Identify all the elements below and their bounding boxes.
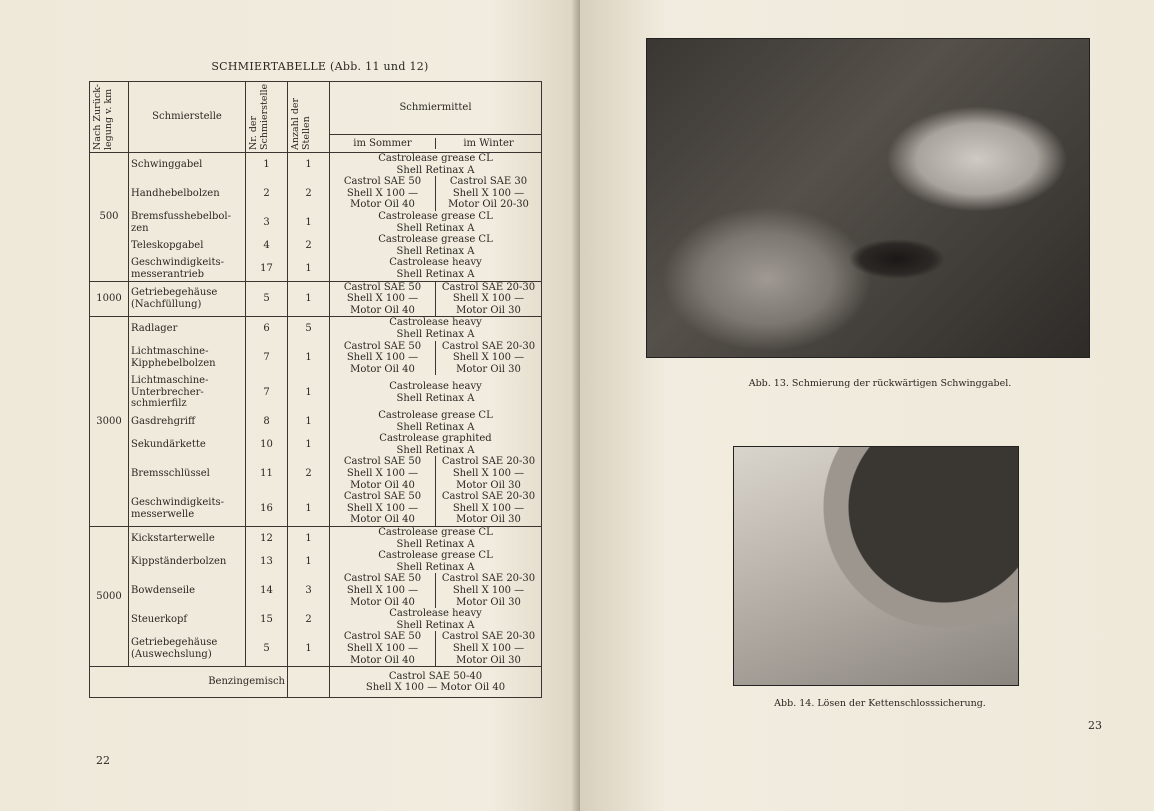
- point-number-cell: 14: [246, 573, 288, 608]
- lube-point-cell: Kickstarterwelle: [129, 527, 246, 551]
- lubricant-line: Castrol SAE 30: [449, 176, 528, 188]
- point-count-cell: 1: [288, 341, 330, 376]
- lube-point-cell: Teleskopgabel: [129, 234, 246, 257]
- table-row: [90, 573, 542, 608]
- lubricant-line: Shell X 100 —: [452, 584, 525, 596]
- lubricant-line: Motor Oil 40: [350, 654, 415, 666]
- lubricant-line: Motor Oil 40: [350, 479, 415, 491]
- lubricant-line: Motor Oil 40: [350, 304, 415, 316]
- header-winter: im Winter: [435, 138, 541, 150]
- lubricant-cell: [330, 573, 542, 608]
- lube-point-cell: Radlager: [129, 317, 246, 341]
- header-lubricant: Schmiermittel: [330, 82, 542, 135]
- lubricant-line: Castrolease grease CL: [378, 234, 493, 246]
- point-count-cell: 1: [288, 491, 330, 526]
- table-row: [90, 317, 542, 341]
- lubricant-cell: [330, 608, 542, 631]
- point-number-cell: 1: [246, 153, 288, 177]
- point-number-cell: 5: [246, 631, 288, 666]
- lubricant-cell: [330, 375, 542, 410]
- lubricant-cell: [330, 317, 542, 341]
- fuel-mix-label: Benzingemisch: [90, 667, 288, 698]
- point-count-cell: 1: [288, 433, 330, 456]
- interval-cell: 3000: [90, 317, 129, 527]
- point-number-cell: 16: [246, 491, 288, 526]
- table-row: [90, 410, 542, 433]
- lubricant-line: Shell Retinax A: [396, 392, 475, 404]
- table-row: [90, 257, 542, 281]
- lubricant-line: Shell Retinax A: [396, 268, 475, 280]
- lubricant-line: Castrolease grease CL: [378, 153, 493, 164]
- right-page: [580, 0, 1154, 811]
- lubricant-line: Shell Retinax A: [396, 444, 475, 456]
- lube-point-cell: Getriebegehäuse (Auswechslung): [129, 631, 246, 666]
- lubricant-line: Castrol SAE 20-30: [441, 340, 536, 352]
- lubricant-line: Castrol SAE 20-30: [441, 281, 536, 293]
- table-row: [90, 211, 542, 234]
- table-row: [90, 631, 542, 666]
- lubricant-cell: [330, 281, 542, 317]
- lubricant-line: Castrolease heavy: [389, 257, 482, 269]
- lubricant-cell: [330, 433, 542, 456]
- fuel-mix-row: [90, 667, 542, 698]
- point-count-cell: 3: [288, 573, 330, 608]
- point-count-cell: 2: [288, 176, 330, 211]
- lubricant-line: Shell X 100 —: [452, 468, 525, 480]
- lubricant-line: Castrolease heavy: [389, 608, 482, 620]
- lubricant-line: Shell Retinax A: [396, 421, 475, 433]
- lubricant-winter: [435, 282, 541, 317]
- lubricant-line: Shell X 100 —: [452, 642, 525, 654]
- caption-figure-13: Abb. 13. Schmierung der rückwärtigen Schwinggabel.: [748, 378, 1012, 389]
- lubricant-line: Shell X 100 —: [452, 293, 525, 305]
- lubricant-line: Motor Oil 30: [456, 304, 521, 316]
- point-count-cell: 1: [288, 631, 330, 666]
- fuel-mix-lubricant: [330, 667, 542, 698]
- table-row: [90, 153, 542, 177]
- lubricant-line: Motor Oil 30: [456, 479, 521, 491]
- table-row: [90, 341, 542, 376]
- table-row: [90, 456, 542, 491]
- lubricant-line: Motor Oil 40: [350, 596, 415, 608]
- point-number-cell: 17: [246, 257, 288, 281]
- lubricant-cell: [330, 631, 542, 666]
- lubricant-line: Castrol SAE 50: [343, 573, 422, 585]
- lubricant-line: Shell Retinax A: [396, 222, 475, 234]
- lubricant-line: Shell X 100 —: [452, 502, 525, 514]
- lubricant-cell: [330, 550, 542, 573]
- lubricant-line: Shell X 100 —: [346, 468, 419, 480]
- lubricant-line: Shell X 100 —: [346, 642, 419, 654]
- lubricant-cell: [330, 176, 542, 211]
- interval-cell: 500: [90, 153, 129, 282]
- lubricant-winter: [435, 491, 541, 526]
- lubricant-line: Shell Retinax A: [396, 561, 475, 573]
- table-row: [90, 375, 542, 410]
- lubricant-line: Shell Retinax A: [396, 245, 475, 257]
- lubricant-line: Shell X 100 —: [452, 352, 525, 364]
- lubricant-line: Motor Oil 30: [456, 654, 521, 666]
- header-interval: Nach Zurück-legung v. km: [90, 82, 129, 153]
- lubricant-line: Castrol SAE 20-30: [441, 573, 536, 585]
- point-count-cell: 1: [288, 257, 330, 281]
- lubricant-cell: [330, 456, 542, 491]
- page-number-left: 22: [96, 754, 110, 767]
- table-row: [90, 491, 542, 526]
- point-count-cell: 1: [288, 281, 330, 317]
- lube-point-cell: Steuerkopf: [129, 608, 246, 631]
- point-number-cell: 13: [246, 550, 288, 573]
- table-row: [90, 176, 542, 211]
- lubricant-line: Shell X 100 —: [452, 187, 525, 199]
- lubricant-summer: [330, 491, 435, 526]
- point-number-cell: 10: [246, 433, 288, 456]
- lubricant-line: Shell X 100 —: [346, 584, 419, 596]
- point-number-cell: 7: [246, 341, 288, 376]
- lubricant-line: Shell Retinax A: [396, 164, 475, 176]
- lube-point-cell: Lichtmaschine-Kipphebelbolzen: [129, 341, 246, 376]
- point-number-cell: 2: [246, 176, 288, 211]
- point-number-cell: 11: [246, 456, 288, 491]
- lubricant-line: Castrolease graphited: [379, 433, 492, 445]
- lubricant-line: Shell X 100 —: [346, 352, 419, 364]
- lubricant-line: Castrolease grease CL: [378, 527, 493, 538]
- point-count-cell: 1: [288, 211, 330, 234]
- lubricant-summer: [330, 631, 435, 666]
- lubricant-line: Castrolease heavy: [389, 317, 482, 329]
- interval-cell: 5000: [90, 527, 129, 667]
- point-number-cell: 5: [246, 281, 288, 317]
- interval-cell: 1000: [90, 281, 129, 317]
- lube-point-cell: Geschwindigkeits-messerwelle: [129, 491, 246, 526]
- lubricant-cell: [330, 257, 542, 281]
- point-count-cell: 1: [288, 550, 330, 573]
- point-count-cell: 2: [288, 234, 330, 257]
- point-number-cell: 15: [246, 608, 288, 631]
- lubricant-line: Castrol SAE 50-40: [388, 670, 483, 682]
- lubricant-line: Motor Oil 40: [350, 363, 415, 375]
- lubricant-line: Motor Oil 30: [456, 596, 521, 608]
- table-row: [90, 527, 542, 551]
- lubricant-line: Shell Retinax A: [396, 619, 475, 631]
- header-count: Anzahl der Stellen: [288, 82, 330, 153]
- lubricant-line: Motor Oil 20-30: [448, 199, 529, 211]
- lube-point-cell: Bowdenseile: [129, 573, 246, 608]
- lubricant-winter: [435, 573, 541, 608]
- photo-chain-lock: [733, 446, 1019, 686]
- lubricant-line: Castrol SAE 50: [343, 340, 422, 352]
- lubricant-line: Castrol SAE 50: [343, 491, 422, 503]
- page-number-right: 23: [1088, 719, 1102, 732]
- point-number-cell: 8: [246, 410, 288, 433]
- lubricant-line: Shell X 100 —: [346, 293, 419, 305]
- lubricant-line: Shell X 100 — Motor Oil 40: [365, 682, 506, 694]
- point-number-cell: 12: [246, 527, 288, 551]
- lubricant-line: Motor Oil 30: [456, 514, 521, 526]
- table-row: [90, 281, 542, 317]
- table-title: SCHMIERTABELLE (Abb. 11 und 12): [211, 60, 429, 73]
- point-count-cell: 1: [288, 410, 330, 433]
- lube-point-cell: Lichtmaschine-Unterbrecher-schmierfilz: [129, 375, 246, 410]
- point-number-cell: 7: [246, 375, 288, 410]
- lube-point-cell: Gasdrehgriff: [129, 410, 246, 433]
- photo-swing-arm-lubrication: [646, 38, 1090, 358]
- point-count-cell: 1: [288, 375, 330, 410]
- lube-point-cell: Bremsschlüssel: [129, 456, 246, 491]
- point-count-cell: 1: [288, 527, 330, 551]
- lubricant-line: Castrol SAE 50: [343, 631, 422, 643]
- point-number-cell: 6: [246, 317, 288, 341]
- lubricant-line: Castrolease heavy: [389, 381, 482, 393]
- lube-point-cell: Schwinggabel: [129, 153, 246, 177]
- lubricant-summer: [330, 282, 435, 317]
- lubricant-winter: [435, 176, 541, 211]
- lubricant-line: Castrolease grease CL: [378, 410, 493, 422]
- lubricant-line: Castrol SAE 20-30: [441, 491, 536, 503]
- lubricant-summer: [330, 573, 435, 608]
- lube-point-cell: Sekundärkette: [129, 433, 246, 456]
- point-number-cell: 3: [246, 211, 288, 234]
- lubricant-cell: [330, 234, 542, 257]
- lubricant-winter: [435, 631, 541, 666]
- lubricant-cell: [330, 491, 542, 526]
- lubricant-winter: [435, 456, 541, 491]
- lubricant-line: Castrol SAE 50: [343, 176, 422, 188]
- header-summer: im Sommer: [353, 137, 412, 149]
- lubricant-line: Shell Retinax A: [396, 328, 475, 340]
- lube-point-cell: Geschwindigkeits-messerantrieb: [129, 257, 246, 281]
- lubricant-cell: [330, 211, 542, 234]
- lubricant-line: Shell Retinax A: [396, 538, 475, 550]
- lubricant-line: Castrolease grease CL: [378, 210, 493, 222]
- table-row: [90, 550, 542, 573]
- lubricant-line: Shell X 100 —: [346, 502, 419, 514]
- table-header-row: [90, 82, 542, 135]
- lubricant-summer: [330, 341, 435, 376]
- lubrication-table: [89, 81, 542, 698]
- point-count-cell: 5: [288, 317, 330, 341]
- lubricant-line: Shell X 100 —: [346, 187, 419, 199]
- lubricant-line: Castrol SAE 50: [343, 456, 422, 468]
- lubricant-summer: [330, 176, 435, 211]
- point-count-cell: 2: [288, 608, 330, 631]
- lubricant-cell: [330, 410, 542, 433]
- lubricant-summer: [330, 456, 435, 491]
- header-nr: Nr. der Schmierstelle: [246, 82, 288, 153]
- point-number-cell: 4: [246, 234, 288, 257]
- lubricant-winter: [435, 341, 541, 376]
- point-count-cell: 2: [288, 456, 330, 491]
- lube-point-cell: Bremsfusshebelbol-zen: [129, 211, 246, 234]
- lubricant-line: Castrolease grease CL: [378, 550, 493, 562]
- lubricant-line: Castrol SAE 20-30: [441, 456, 536, 468]
- caption-figure-14: Abb. 14. Lösen der Kettenschlosssicherung.: [774, 698, 986, 709]
- lube-point-cell: Kippständerbolzen: [129, 550, 246, 573]
- lubricant-cell: [330, 341, 542, 376]
- lube-point-cell: Handhebelbolzen: [129, 176, 246, 211]
- table-row: [90, 608, 542, 631]
- lube-point-cell: Getriebegehäuse (Nachfüllung): [129, 281, 246, 317]
- lubricant-line: Motor Oil 40: [350, 514, 415, 526]
- lubricant-line: Motor Oil 30: [456, 363, 521, 375]
- table-row: [90, 234, 542, 257]
- lubricant-line: Castrol SAE 50: [343, 281, 422, 293]
- table-row: [90, 433, 542, 456]
- point-count-cell: 1: [288, 153, 330, 177]
- lubricant-line: Castrol SAE 20-30: [441, 631, 536, 643]
- header-point: Schmierstelle: [129, 82, 246, 153]
- lubricant-cell: [330, 527, 542, 551]
- lubricant-cell: [330, 153, 542, 177]
- lubricant-line: Motor Oil 40: [350, 199, 415, 211]
